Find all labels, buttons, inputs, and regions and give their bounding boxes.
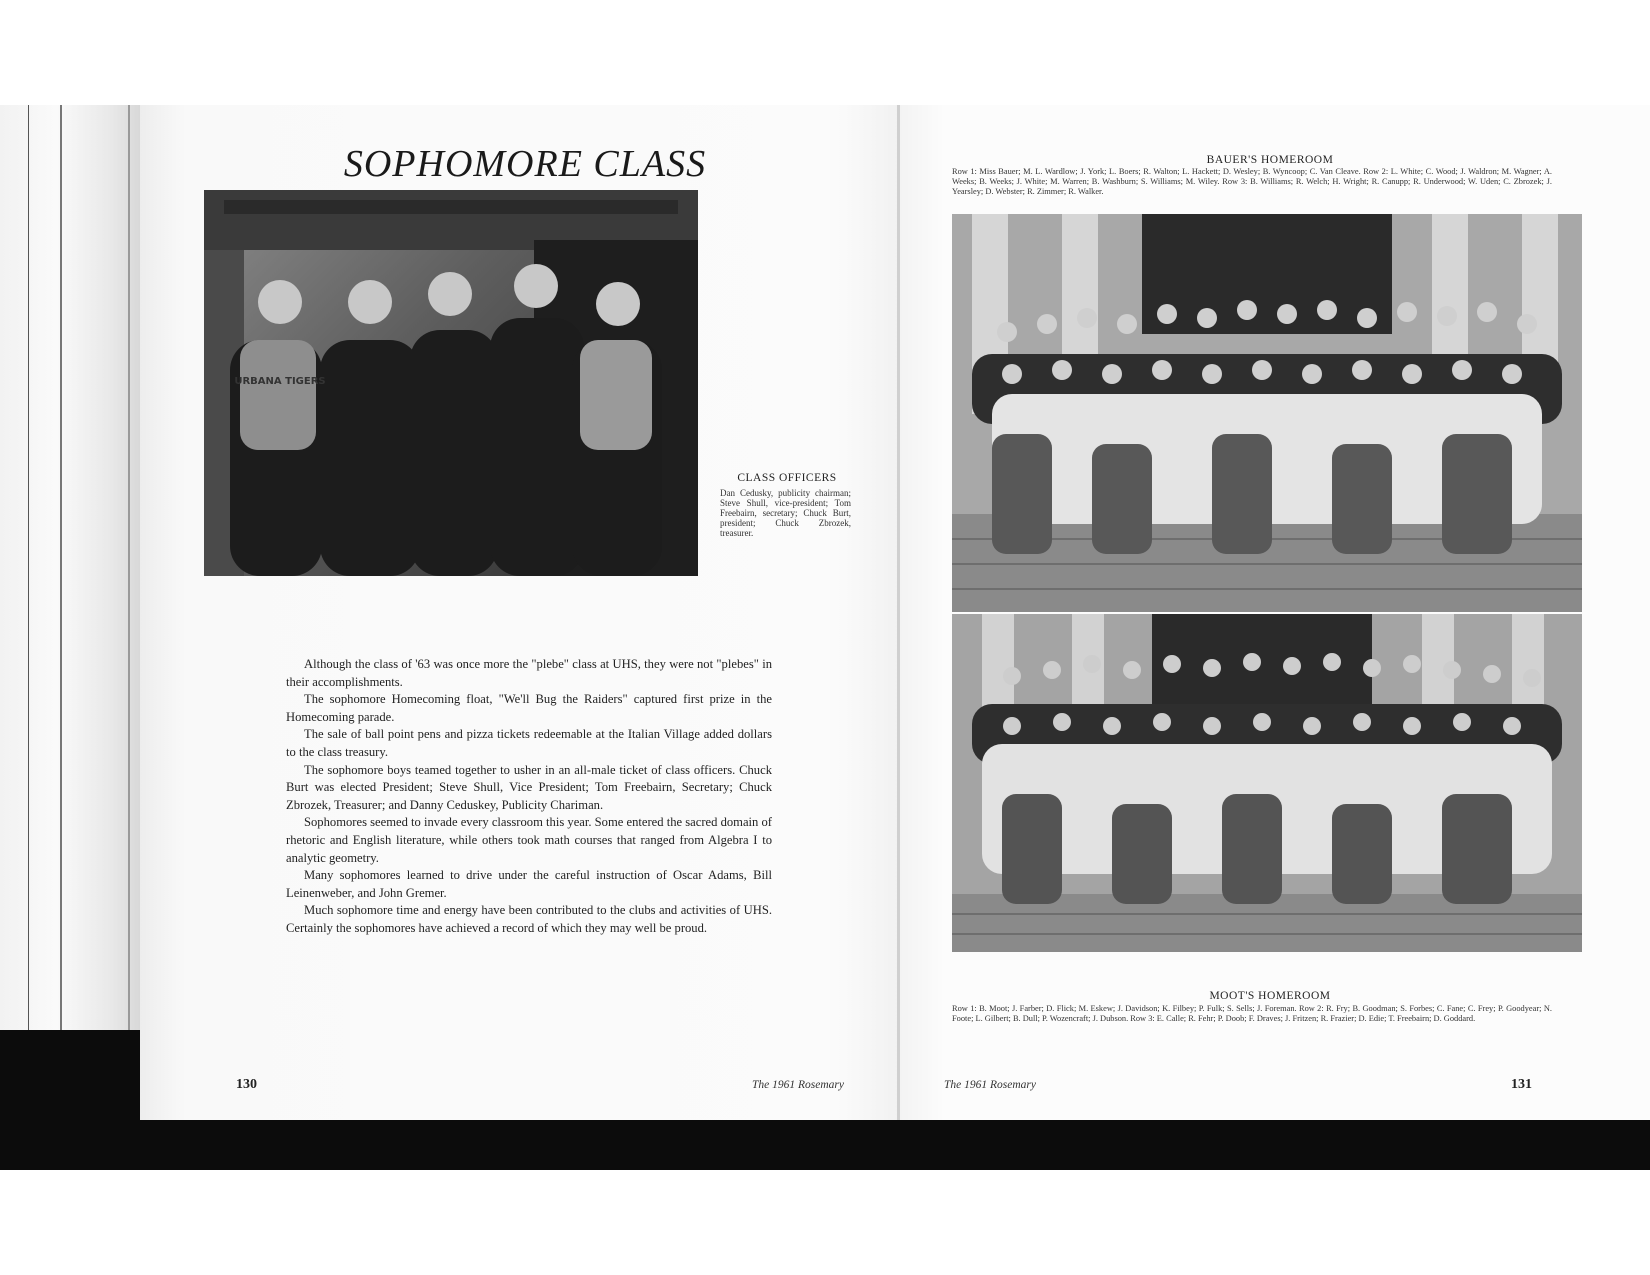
article-body bbox=[286, 656, 772, 938]
class-officers-caption: Dan Cedusky, publicity chairman; Steve Shull, vice-president; Tom Freebairn, secretary; Chuck Burt, president; Chuck Zbrozek, treasurer. bbox=[720, 488, 851, 538]
edge-line bbox=[28, 105, 29, 1030]
edge-line bbox=[128, 105, 130, 1030]
paragraph: Sophomores seemed to invade every classroom this year. Some entered the sacred domain of rhetoric and English literature, while others took math courses that ranged from Algebra I to analytic geometry. bbox=[286, 815, 772, 865]
scan-margin-bottom bbox=[0, 1170, 1650, 1275]
page-title: SOPHOMORE CLASS bbox=[343, 143, 707, 185]
moot-photo-art bbox=[952, 614, 1582, 952]
running-title-right: The 1961 Rosemary bbox=[944, 1079, 1036, 1091]
page-number-left: 130 bbox=[236, 1077, 257, 1092]
page-number-right: 131 bbox=[1511, 1077, 1532, 1092]
moot-homeroom-heading: MOOT'S HOMEROOM bbox=[1209, 990, 1331, 1002]
scan-margin-top bbox=[0, 0, 1650, 105]
paragraph: The sale of ball point pens and pizza tickets redeemable at the Italian Village added dollars to the class treasury. bbox=[286, 727, 772, 759]
edge-line bbox=[60, 105, 62, 1030]
bauer-homeroom-photo bbox=[952, 214, 1582, 612]
scan-shadow-bottom bbox=[0, 1120, 1650, 1170]
bauer-homeroom-heading: BAUER'S HOMEROOM bbox=[1206, 154, 1334, 166]
bauer-photo-art bbox=[952, 214, 1582, 612]
moot-homeroom-photo bbox=[952, 614, 1582, 952]
paragraph: Many sophomores learned to drive under the careful instruction of Oscar Adams, Bill Leinenweber, and John Gremer. bbox=[286, 868, 772, 900]
class-officers-heading: CLASS OFFICERS bbox=[737, 472, 837, 484]
paragraph: Although the class of '63 was once more the "plebe" class at UHS, they were not "plebes" in their accomplishments. bbox=[286, 657, 772, 689]
class-officers-photo bbox=[204, 190, 698, 576]
paragraph: Much sophomore time and energy have been contributed to the clubs and activities of UHS. Certainly the sophomores have achieved a record of which they may well be proud. bbox=[286, 903, 772, 935]
officers-photo-art bbox=[204, 190, 698, 576]
moot-homeroom-roster: Row 1: B. Moot; J. Farber; D. Flick; M. Eskew; J. Davidson; K. Filbey; P. Fulk; S. Sells; J. Foreman. Row 2: R. Fry; B. Goodman; S. Forbes; C. Fane; C. Frey; P. Goodyear; N. Foote; L. Gilbert; B. Dull; P. Wozencraft; J. Dubson. Row 3: E. Calle; R. Fehr; P. Doob; F. Draves; J. Fritzen; R. Frazier; D. Edie; T. Freebairn; D. Goddard. bbox=[952, 1004, 1552, 1023]
paragraph: The sophomore boys teamed together to usher in an all-male ticket of class officers. Chuck Burt was elected President; Steve Shull, Vice President; Tom Freebairn, Secretary; Chuck Zbrozek, Treasurer; and Danny Ceduskey, Publicity Chariman. bbox=[286, 762, 772, 812]
book-edge-pages bbox=[0, 105, 140, 1030]
bauer-homeroom-roster: Row 1: Miss Bauer; M. L. Wardlow; J. York; L. Boers; R. Walton; L. Hackett; D. Wesley; B. Wyncoop; C. Van Cleave. Row 2: L. White; C. Wood; J. Waldron; M. Wagner; A. Weeks; B. Weeks; J. White; M. Warren; B. Washburn; S. Williams; M. Wiley. Row 3: B. Williams; R. Welch; H. Wright; R. Canupp; R. Underwood; W. Uden; C. Zbrozek; J. Yearsley; D. Webster; R. Zimmer; R. Walker. bbox=[952, 167, 1552, 196]
paragraph: The sophomore Homecoming float, "We'll Bug the Raiders" captured first prize in the Homecoming parade. bbox=[286, 692, 772, 724]
shirt-lettering: URBANA TIGERS bbox=[234, 376, 326, 387]
running-title-left: The 1961 Rosemary bbox=[752, 1079, 844, 1091]
